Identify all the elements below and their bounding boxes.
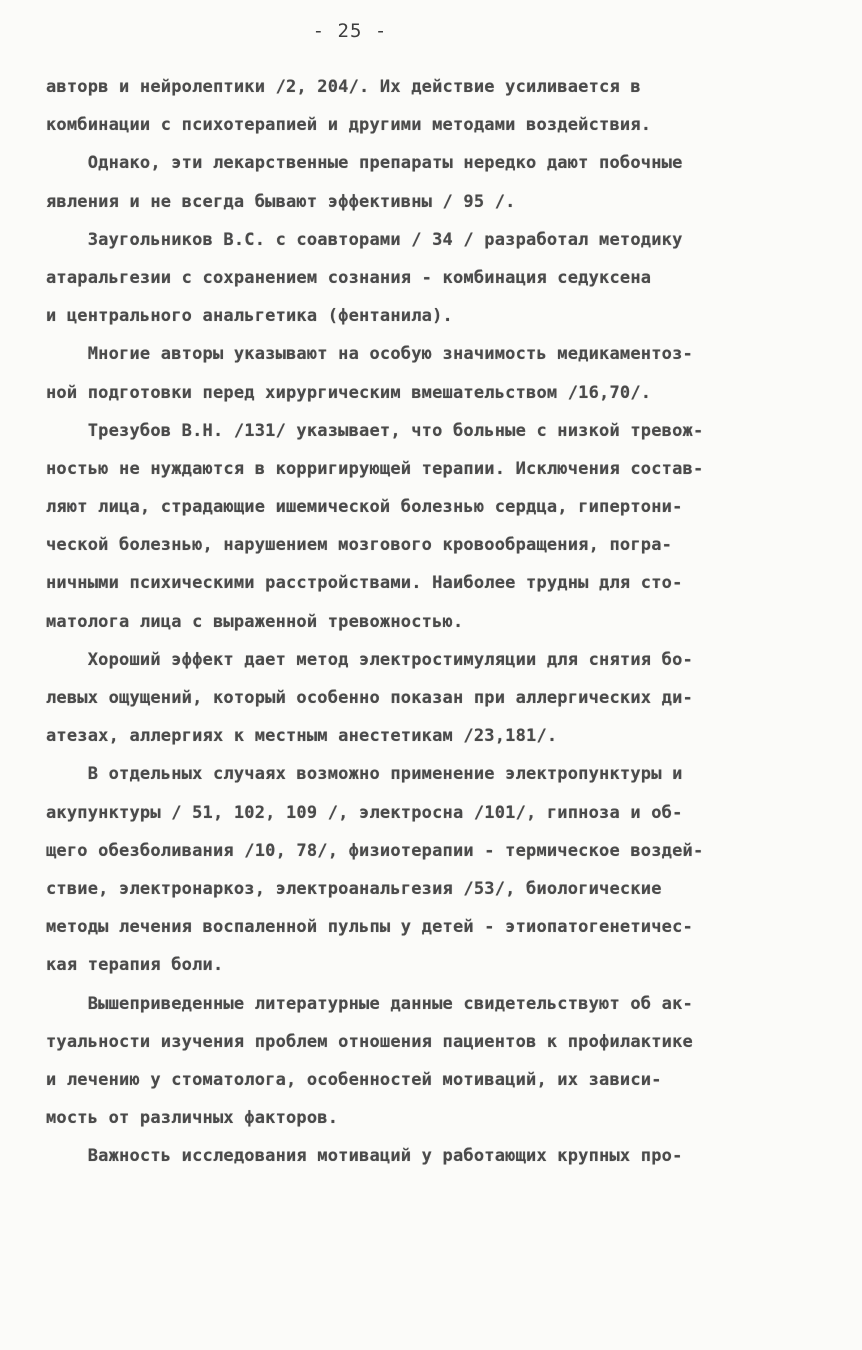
paragraph-6: [46, 641, 816, 756]
paragraph-4: [46, 335, 816, 411]
text-line: Однако, эти лекарственные препараты нередко дают побочные: [46, 153, 683, 174]
paragraph-1: [46, 68, 816, 144]
body-text: [46, 68, 816, 1175]
text-line: мость от различных факторов.: [46, 1108, 339, 1129]
text-line: методы лечения воспаленной пульпы у детей - этиопатогенетичес-: [46, 917, 693, 938]
text-line: акупунктуры / 51, 102, 109 /, электросна /101/, гипноза и об-: [46, 802, 683, 823]
text-line: Многие авторы указывают на особую значимость медикаментоз-: [46, 344, 693, 365]
text-line: кая терапия боли.: [46, 955, 224, 976]
text-line: атезах, аллергиях к местным анестетикам /23,181/.: [46, 726, 558, 747]
text-line: левых ощущений, который особенно показан при аллергических ди-: [46, 688, 693, 708]
text-line: Хороший эффект дает метод электростимуляции для снятия бо-: [46, 649, 693, 670]
text-line: Заугольников В.С. с соавторами / 34 / разработал методику: [46, 229, 683, 250]
text-line: ческой болезнью, нарушением мозгового кровообращения, погра-: [46, 535, 673, 556]
paragraph-7: [46, 755, 816, 984]
text-line: туальности изучения проблем отношения пациентов к профилактике: [46, 1031, 693, 1052]
text-line: Трезубов В.Н. /131/ указывает, что больные с низкой тревож-: [46, 420, 704, 441]
text-line: Важность исследования мотиваций у работающих крупных про-: [46, 1146, 683, 1167]
paragraph-3: [46, 221, 816, 336]
text-line: щего обезболивания /10, 78/, физиотерапии - термическое воздей-: [46, 840, 704, 861]
paragraph-2: [46, 144, 816, 220]
text-line: Вышеприведенные литературные данные свидетельствуют об ак-: [46, 993, 693, 1014]
paragraph-5: [46, 412, 816, 641]
text-line: ляют лица, страдающие ишемической болезнью сердца, гипертони-: [46, 497, 683, 518]
text-line: комбинации с психотерапией и другими методами воздействия.: [46, 115, 652, 136]
text-line: атаральгезии с сохранением сознания - комбинация седуксена: [46, 267, 652, 288]
paragraph-9: [46, 1137, 816, 1175]
text-line: матолога лица с выраженной тревожностью.: [46, 611, 464, 632]
paragraph-8: [46, 985, 816, 1138]
text-line: и лечению у стоматолога, особенностей мотиваций, их зависи-: [46, 1069, 662, 1090]
page-number: - 25 -: [312, 20, 388, 42]
text-line: ностью не нуждаются в корригирующей терапии. Исключения состав-: [46, 458, 704, 479]
text-line: ной подготовки перед хирургическим вмешательством /16,70/.: [46, 382, 652, 403]
text-line: ничными психическими расстройствами. Наиболее трудны для сто-: [46, 573, 683, 594]
text-line: и центрального анальгетика (фентанила).: [46, 306, 453, 327]
text-line: ствие, электронаркоз, электроанальгезия /53/, биологические: [46, 878, 662, 899]
text-line: авторв и нейролептики /2, 204/. Их действие усиливается в: [46, 77, 641, 97]
text-line: В отдельных случаях возможно применение электропунктуры и: [46, 764, 683, 785]
text-line: явления и не всегда бывают эффективны / 95 /.: [46, 191, 516, 212]
